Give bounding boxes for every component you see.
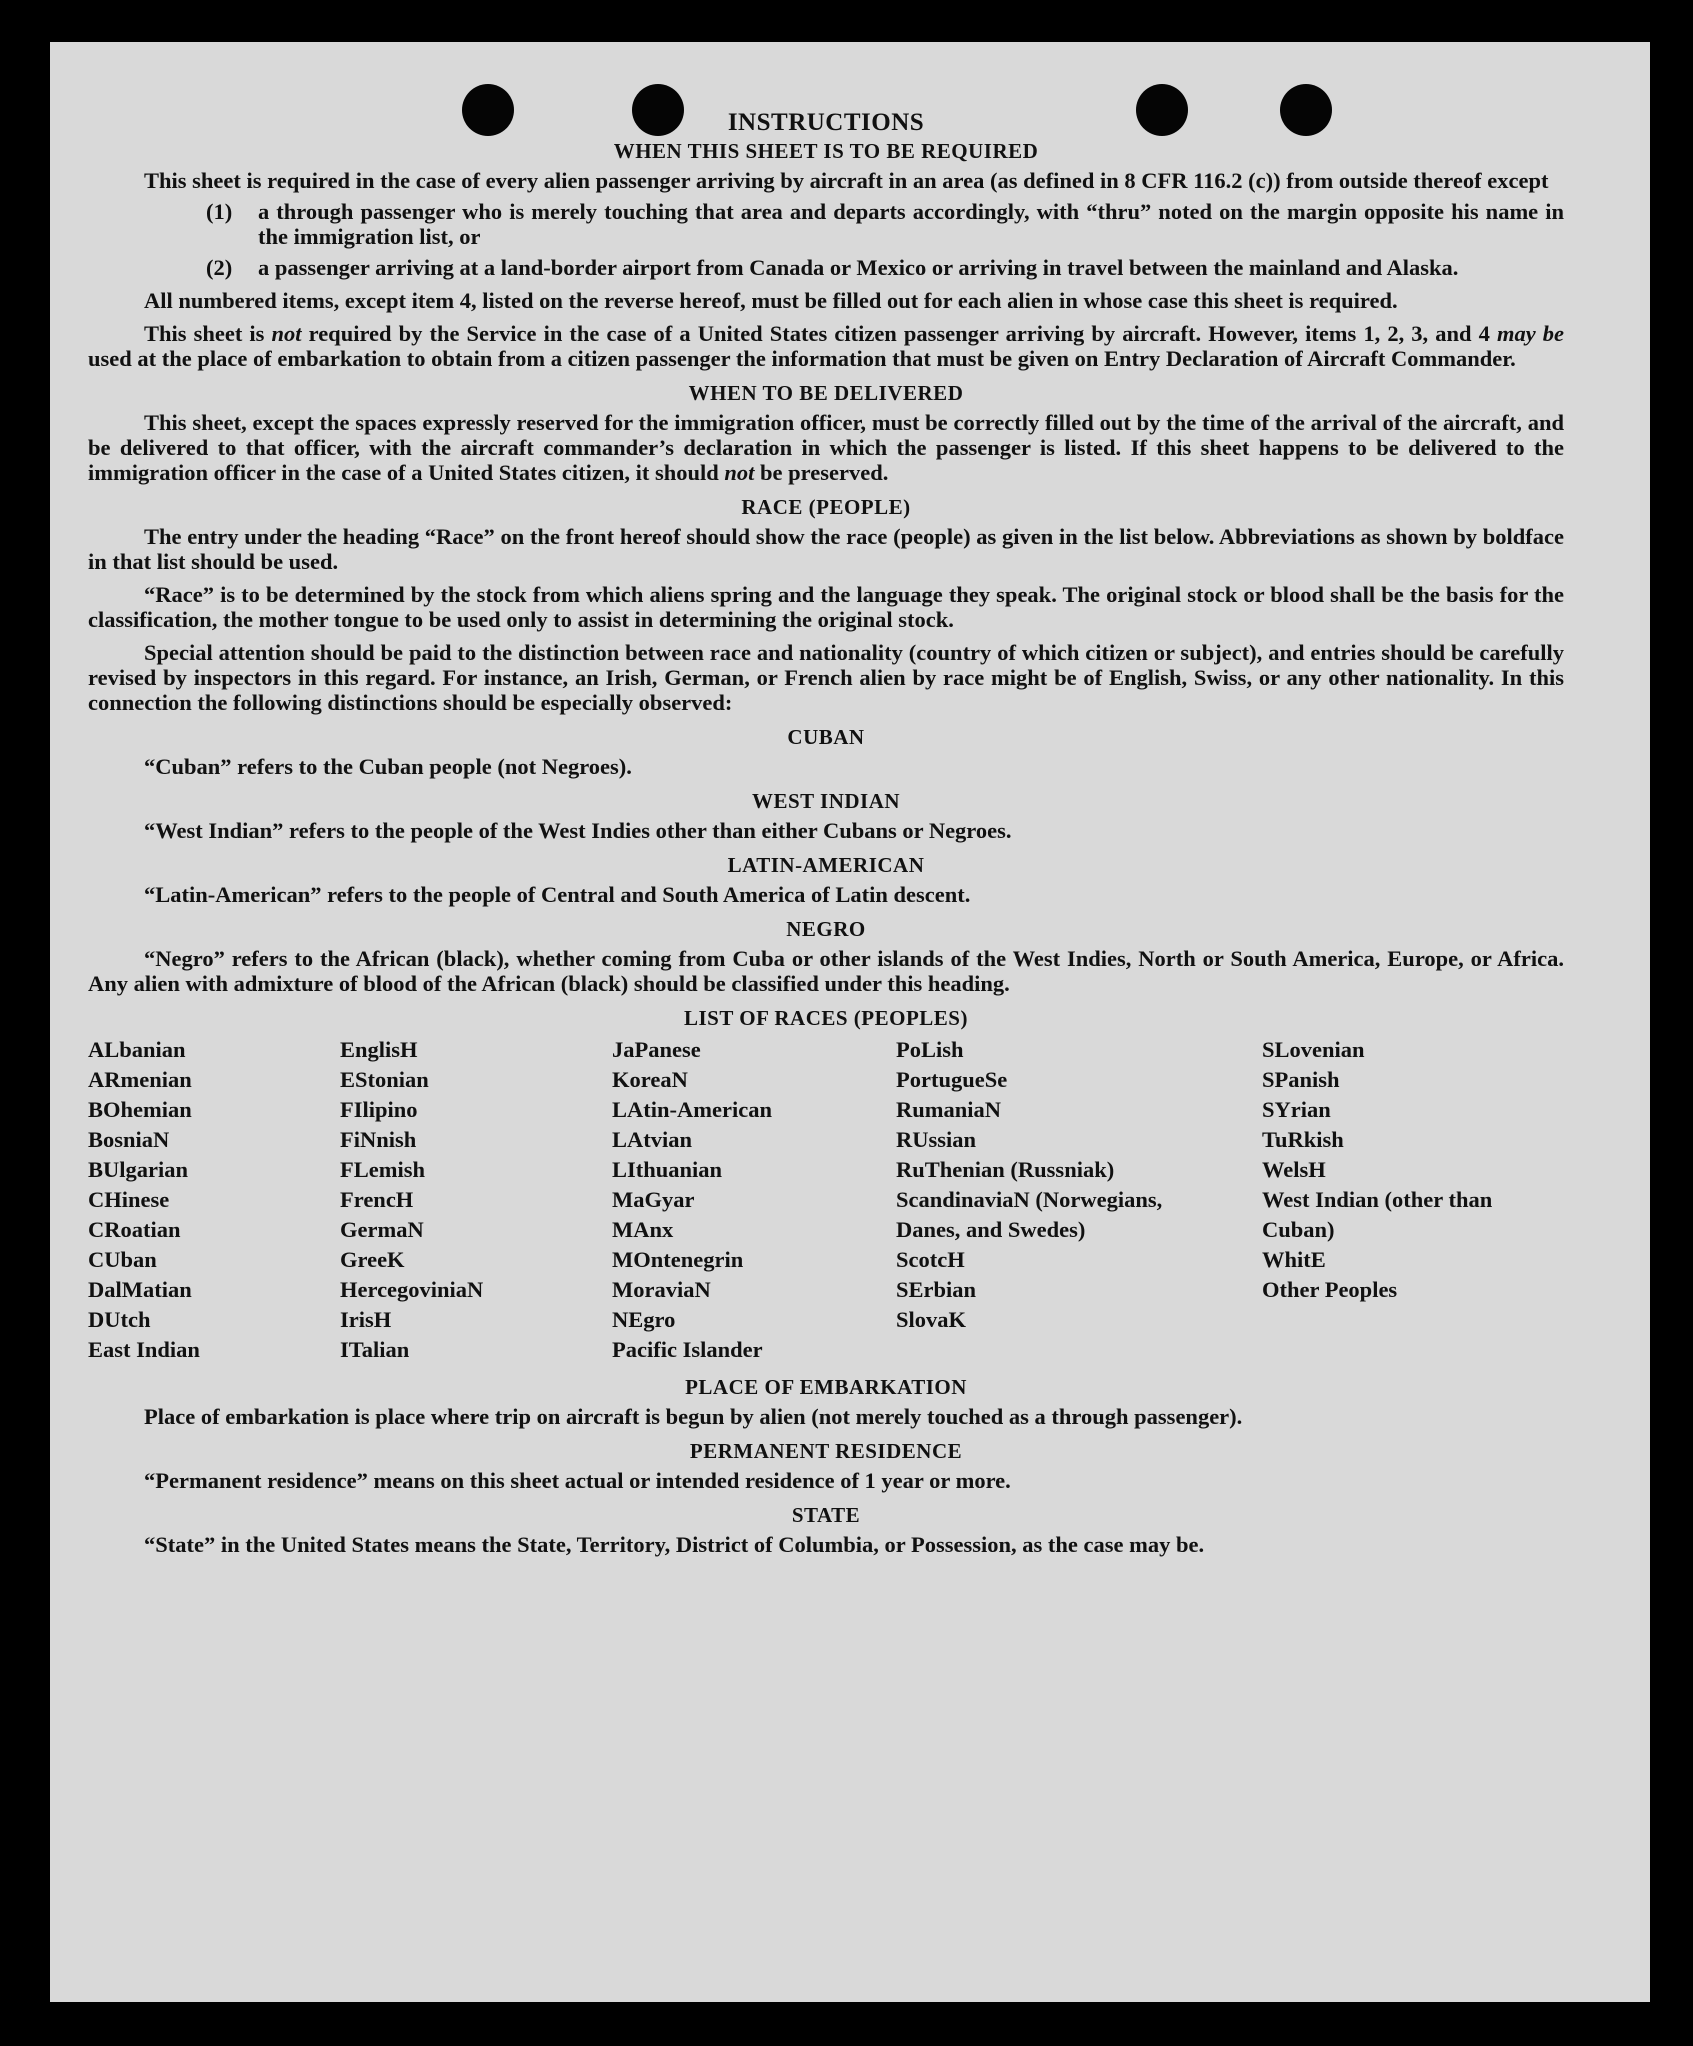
race-entry: TuRkish [1262, 1127, 1344, 1152]
item-text: a passenger arriving at a land-border airport from Canada or Mexico or arriving in travel between the mainland and Alaska. [258, 255, 1459, 280]
exception-item [206, 199, 1564, 249]
race-entry: LIthuanian [612, 1157, 723, 1182]
page-title: INSTRUCTIONS [727, 109, 925, 136]
race-entry: BUlgarian [88, 1157, 189, 1182]
state-text: “State” in the United States means the State, Territory, District of Columbia, or Possession, as the case may be. [144, 1532, 1205, 1557]
race-entry: DUtch [88, 1307, 151, 1332]
race-entry: SLovenian [1262, 1037, 1365, 1062]
races-column [1262, 1035, 1562, 1365]
race-entry: WelsH [1262, 1157, 1326, 1182]
race-para-1: The entry under the heading “Race” on the front hereof should show the race (people) as given in the list below. Abbreviations as shown by boldface in that list should be used. [88, 524, 1564, 574]
race-entry: EStonian [340, 1067, 429, 1092]
required-intro: This sheet is required in the case of every alien passenger arriving by aircraft in an area (as defined in 8 CFR 116.2 (c)) from outside thereof except [144, 168, 1549, 193]
heading-permanent-residence: PERMANENT RESIDENCE [689, 1439, 963, 1463]
race-para-2: “Race” is to be determined by the stock from which aliens spring and the language they speak. The original stock or blood shall be the basis for the classification, the mother tongue to be used only to assist in determining the original stock. [88, 582, 1564, 632]
race-entry: MaGyar [612, 1187, 695, 1212]
heading-required: WHEN THIS SHEET IS TO BE REQUIRED [613, 139, 1039, 163]
item-number: (1) [206, 199, 233, 224]
required-para-3: This sheet is not required by the Service in the case of a United States citizen passenger arriving by aircraft. However, items 1, 2, 3, and 4 may be used at the place of embarkation to obtain from a citizen passenger the information that must be given on Entry Declaration of Aircraft Commander. [88, 321, 1564, 371]
west-indian-text: “West Indian” refers to the people of the West Indies other than either Cubans or Negroes. [144, 818, 1012, 843]
document-page [50, 42, 1650, 2002]
race-entry: JaPanese [612, 1037, 701, 1062]
race-entry: ScandinaviaN (Norwegians, Danes, and Swedes) [896, 1187, 1163, 1242]
race-entry: SPanish [1262, 1067, 1340, 1092]
race-para-3: Special attention should be paid to the distinction between race and nationality (country of which citizen or subject), and entries should be carefully revised by inspectors in this regard. For instance, an Irish, German, or French alien by race might be of English, Swiss, or any other nationality. In this connection the following distinctions should be especially observed: [88, 640, 1564, 715]
race-entry: RumaniaN [896, 1097, 1002, 1122]
race-entry: FiNnish [340, 1127, 417, 1152]
race-entry: CHinese [88, 1187, 170, 1212]
residence-text: “Permanent residence” means on this sheet actual or intended residence of 1 year or more. [144, 1468, 1011, 1493]
heading-list-of-races: LIST OF RACES (PEOPLES) [684, 1006, 968, 1030]
race-entry: HercegoviniaN [340, 1277, 484, 1302]
latin-american-text: “Latin-American” refers to the people of Central and South America of Latin descent. [144, 882, 971, 907]
race-entry: ARmenian [88, 1067, 192, 1092]
race-entry: LAtvian [612, 1127, 693, 1152]
race-entry: SlovaK [896, 1307, 967, 1332]
required-para-2: All numbered items, except item 4, listed on the reverse hereof, must be filled out for each alien in whose case this sheet is required. [144, 288, 1398, 313]
race-entry: GreeK [340, 1247, 405, 1272]
race-entry: RUssian [896, 1127, 977, 1152]
race-entry: SErbian [896, 1277, 977, 1302]
race-entry: FIlipino [340, 1097, 418, 1122]
heading-delivered: WHEN TO BE DELIVERED [688, 381, 964, 405]
heading-west-indian: WEST INDIAN [751, 789, 901, 813]
item-number: (2) [206, 255, 233, 280]
races-list [88, 1035, 1564, 1365]
heading-cuban: CUBAN [787, 725, 865, 749]
race-entry: BOhemian [88, 1097, 192, 1122]
races-column [340, 1035, 612, 1365]
race-entry: MoraviaN [612, 1277, 711, 1302]
exception-item [206, 255, 1564, 280]
race-entry: LAtin-American [612, 1097, 772, 1122]
race-entry: EnglisH [340, 1037, 418, 1062]
race-entry: MAnx [612, 1217, 674, 1242]
heading-negro: NEGRO [786, 917, 866, 941]
races-column [896, 1035, 1262, 1365]
race-entry: BosniaN [88, 1127, 170, 1152]
negro-text: “Negro” refers to the African (black), whether coming from Cuba or other islands of the West Indies, North or South America, Europe, or Africa. Any alien with admixture of blood of the African (black) should be classified under this heading. [88, 946, 1564, 996]
race-entry: ITalian [340, 1337, 410, 1362]
race-entry: DalMatian [88, 1277, 192, 1302]
delivered-text: This sheet, except the spaces expressly reserved for the immigration officer, must be correctly filled out by the time of the arrival of the aircraft, and be delivered to that officer, with the aircraft commander’s declaration in which the passenger is listed. If this sheet happens to be delivered to the immigration officer in the case of a United States citizen, it should not be preserved. [88, 410, 1564, 485]
item-text: a through passenger who is merely touching that area and departs accordingly, with “thru” noted on the margin opposite his name in the immigration list, or [258, 199, 1564, 249]
race-entry: IrisH [340, 1307, 392, 1332]
race-entry: KoreaN [612, 1067, 688, 1092]
cuban-text: “Cuban” refers to the Cuban people (not Negroes). [144, 754, 632, 779]
race-entry: NEgro [612, 1307, 676, 1332]
race-entry: ScotcH [896, 1247, 965, 1272]
heading-latin-american: LATIN-AMERICAN [727, 853, 925, 877]
embarkation-text: Place of embarkation is place where trip on aircraft is begun by alien (not merely touched as a through passenger). [144, 1404, 1243, 1429]
race-entry: FrencH [340, 1187, 414, 1212]
race-entry: East Indian [88, 1337, 200, 1362]
race-entry: Other Peoples [1262, 1277, 1398, 1302]
race-entry: RuThenian (Russniak) [896, 1157, 1115, 1182]
race-entry: FLemish [340, 1157, 426, 1182]
heading-race: RACE (PEOPLE) [741, 495, 911, 519]
race-entry: SYrian [1262, 1097, 1331, 1122]
race-entry: ALbanian [88, 1037, 186, 1062]
heading-embarkation: PLACE OF EMBARKATION [685, 1375, 967, 1399]
races-column [88, 1035, 340, 1365]
race-entry: CUban [88, 1247, 157, 1272]
heading-state: STATE [791, 1503, 861, 1527]
race-entry: WhitE [1262, 1247, 1326, 1272]
races-column [612, 1035, 896, 1365]
race-entry: MOntenegrin [612, 1247, 744, 1272]
race-entry: PoLish [896, 1037, 964, 1062]
race-entry: PortugueSe [896, 1067, 1008, 1092]
race-entry: CRoatian [88, 1217, 181, 1242]
race-entry: GermaN [340, 1217, 424, 1242]
race-entry: West Indian (other than Cuban) [1262, 1187, 1493, 1242]
instructions-body [88, 110, 1564, 1557]
race-entry: Pacific Islander [612, 1337, 763, 1362]
